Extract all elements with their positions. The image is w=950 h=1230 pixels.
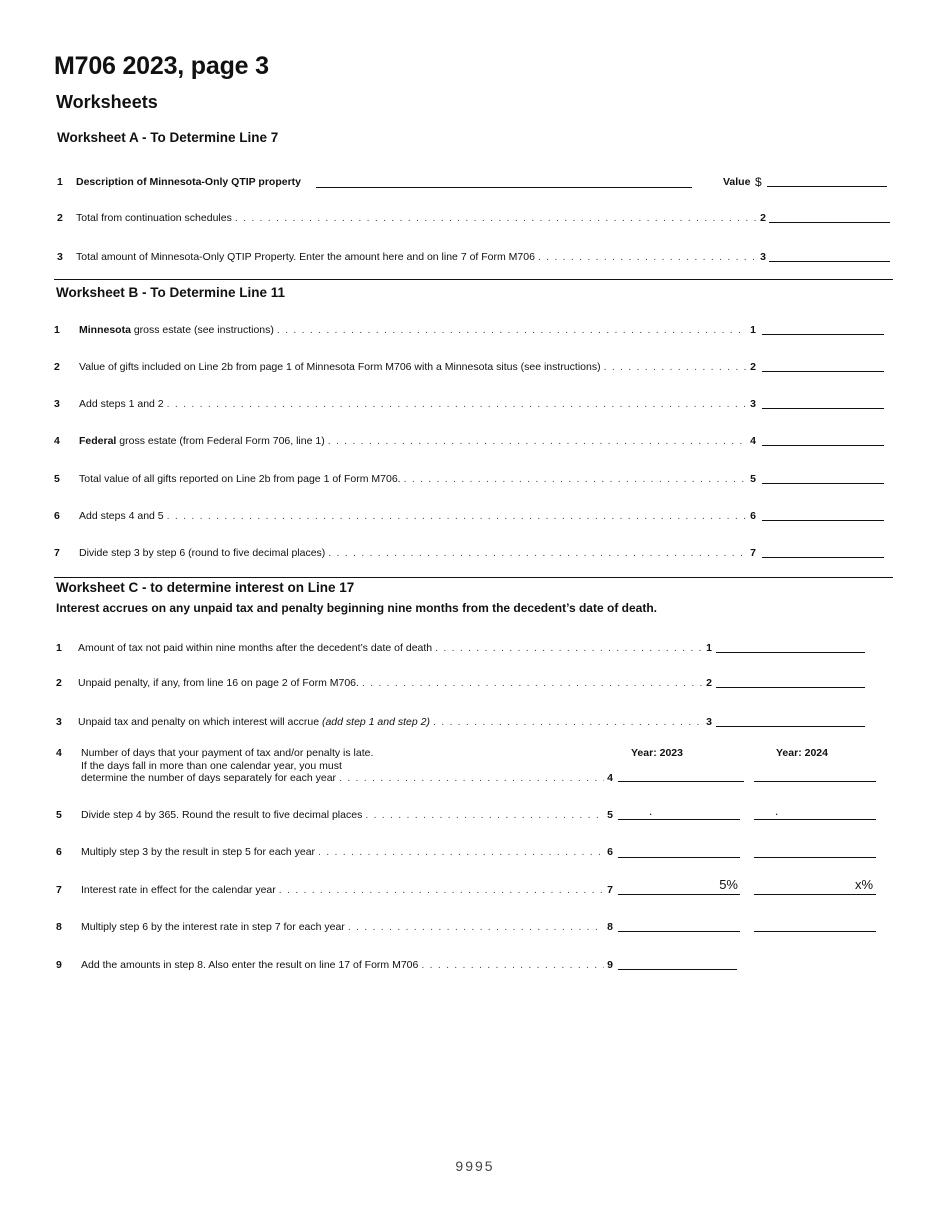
worksheet-a-line-2-label: Total from continuation schedules (76, 212, 232, 224)
worksheet-b-line-3-ref: 3 (750, 398, 756, 410)
worksheet-b-line-5 (79, 473, 756, 485)
worksheet-b-line-7-field[interactable] (762, 557, 884, 558)
worksheet-c-line-6-field-2023[interactable] (618, 857, 740, 858)
currency-symbol: $ (755, 175, 762, 189)
worksheet-b-line-2 (79, 361, 756, 373)
worksheet-c-line-7-number: 7 (56, 884, 62, 896)
worksheet-c-line-4-field-2024[interactable] (754, 781, 876, 782)
worksheet-b-line-4-ref: 4 (750, 435, 756, 447)
worksheet-c-line-7-label: Interest rate in effect for the calendar year (81, 884, 276, 896)
worksheet-a-line-2 (76, 212, 766, 224)
worksheet-c-line-6-ref: 6 (607, 846, 613, 858)
worksheet-c-line-3-label: Unpaid tax and penalty on which interest will accrue (78, 716, 322, 728)
worksheet-c-line-1-label: Amount of tax not paid within nine months after the decedent’s date of death (78, 642, 433, 654)
worksheet-a-line-2-ref: 2 (760, 212, 766, 224)
worksheet-b-line-3-number: 3 (54, 398, 60, 410)
worksheet-a-line-1-number: 1 (57, 176, 63, 188)
worksheet-c-line-5-field-2024[interactable] (754, 819, 876, 820)
worksheet-b-line-1-ref: 1 (750, 324, 756, 336)
worksheet-c-line-1-ref: 1 (706, 642, 712, 654)
section-title: Worksheets (56, 92, 158, 112)
worksheet-c-line-7-field-2024[interactable] (754, 894, 876, 895)
decimal-point-2023: . (649, 804, 653, 818)
worksheet-b-line-7-label: Divide step 3 by step 6 (round to five decimal places) (79, 547, 326, 559)
worksheet-b-line-6-label: Add steps 4 and 5 (79, 510, 164, 522)
worksheet-c-line-2-field[interactable] (716, 687, 865, 688)
column-header-2023: Year: 2023 (631, 747, 683, 759)
leader-dots (279, 884, 604, 896)
leader-dots (328, 547, 747, 559)
worksheet-b-line-5-number: 5 (54, 473, 60, 485)
worksheet-c-line-8-number: 8 (56, 921, 62, 933)
worksheet-c-line-9-field[interactable] (618, 969, 737, 970)
section-divider (54, 577, 893, 578)
worksheet-a-heading: Worksheet A - To Determine Line 7 (57, 130, 279, 145)
worksheet-c-line-3-italic: (add step 1 and step 2) (321, 716, 430, 728)
leader-dots (348, 921, 604, 933)
leader-dots (404, 473, 748, 485)
worksheet-b-line-6-field[interactable] (762, 520, 884, 521)
worksheet-c-line-3 (78, 716, 712, 728)
worksheet-b-line-7-number: 7 (54, 547, 60, 559)
leader-dots (421, 959, 604, 971)
worksheet-a-line-3-field[interactable] (769, 261, 890, 262)
worksheet-c-line-8 (81, 921, 613, 933)
leader-dots (235, 212, 757, 224)
worksheet-b-line-1-label: gross estate (see instructions) (130, 324, 274, 336)
worksheet-c-line-2-label: Unpaid penalty, if any, from line 16 on page 2 of Form M706. (78, 677, 359, 689)
worksheet-c-line-2 (78, 677, 712, 689)
worksheet-a-line-1-label: Description of Minnesota-Only QTIP property (76, 176, 301, 188)
leader-dots (435, 642, 703, 654)
worksheet-c-line-3-number: 3 (56, 716, 62, 728)
leader-dots (433, 716, 703, 728)
worksheet-c-note: Interest accrues on any unpaid tax and penalty beginning nine months from the decedent’s date of death. (56, 601, 657, 615)
worksheet-c-line-3-ref: 3 (706, 716, 712, 728)
worksheet-b-line-7 (79, 547, 756, 559)
worksheet-b-line-2-label: Value of gifts included on Line 2b from page 1 of Minnesota Form M706 with a Minnesota situs (see instructions) (79, 361, 601, 373)
interest-rate-2023: 5% (719, 877, 738, 892)
worksheet-c-line-7-ref: 7 (607, 884, 613, 896)
worksheet-c-line-6-field-2024[interactable] (754, 857, 876, 858)
worksheet-c-line-1-field[interactable] (716, 652, 865, 653)
worksheet-c-line-5-ref: 5 (607, 809, 613, 821)
worksheet-c-line-1 (78, 642, 712, 654)
worksheet-b-line-5-ref: 5 (750, 473, 756, 485)
worksheet-b-line-2-ref: 2 (750, 361, 756, 373)
leader-dots (362, 677, 703, 689)
leader-dots (339, 772, 604, 784)
worksheet-a-line-3-label: Total amount of Minnesota-Only QTIP Property. Enter the amount here and on line 7 of Form M706 (76, 251, 535, 263)
worksheet-c-line-7-field-2023[interactable] (618, 894, 740, 895)
worksheet-b-line-3-label: Add steps 1 and 2 (79, 398, 164, 410)
worksheet-c-line-9-number: 9 (56, 959, 62, 971)
worksheet-b-line-5-field[interactable] (762, 483, 884, 484)
worksheet-c-line-9-ref: 9 (607, 959, 613, 971)
form-code: 9995 (455, 1158, 495, 1174)
qtip-value-field[interactable] (767, 186, 887, 187)
worksheet-b-line-4-label: gross estate (from Federal Form 706, line 1) (116, 435, 325, 447)
worksheet-c-line-4-number: 4 (56, 747, 62, 759)
worksheet-a-line-2-field[interactable] (769, 222, 890, 223)
worksheet-b-line-6 (79, 510, 756, 522)
worksheet-c-line-8-label: Multiply step 6 by the interest rate in step 7 for each year (81, 921, 345, 933)
worksheet-b-line-3-field[interactable] (762, 408, 884, 409)
worksheet-c-line-4-text-1: Number of days that your payment of tax and/or penalty is late. (81, 747, 374, 759)
worksheet-b-line-5-label: Total value of all gifts reported on Line 2b from page 1 of Form M706. (79, 473, 401, 485)
worksheet-b-line-1-field[interactable] (762, 334, 884, 335)
worksheet-b-heading: Worksheet B - To Determine Line 11 (56, 285, 286, 300)
worksheet-c-line-5 (81, 809, 613, 821)
leader-dots (538, 251, 757, 263)
worksheet-c-line-8-field-2023[interactable] (618, 931, 740, 932)
worksheet-b-line-3 (79, 398, 756, 410)
worksheet-b-line-1-bold: Minnesota (79, 324, 131, 336)
worksheet-c-line-5-label: Divide step 4 by 365. Round the result to five decimal places (81, 809, 363, 821)
leader-dots (318, 846, 604, 858)
worksheet-c-line-4-label: determine the number of days separately for each year (81, 772, 337, 784)
value-label: Value (723, 176, 751, 188)
qtip-description-field[interactable] (316, 187, 692, 188)
worksheet-c-line-5-number: 5 (56, 809, 62, 821)
leader-dots (167, 510, 748, 522)
worksheet-c-line-3-field[interactable] (716, 726, 865, 727)
worksheet-c-line-9 (81, 959, 613, 971)
worksheet-c-line-6-label: Multiply step 3 by the result in step 5 for each year (81, 846, 316, 858)
column-header-2024: Year: 2024 (776, 747, 828, 759)
worksheet-b-line-6-number: 6 (54, 510, 60, 522)
leader-dots (604, 361, 748, 373)
worksheet-c-line-5-field-2023[interactable] (618, 819, 740, 820)
worksheet-c-line-4-ref: 4 (607, 772, 613, 784)
page-title: M706 2023, page 3 (54, 52, 269, 80)
worksheet-b-line-4-bold: Federal (79, 435, 117, 447)
leader-dots (365, 809, 604, 821)
worksheet-a-line-3-number: 3 (57, 251, 63, 263)
section-divider (54, 279, 893, 280)
interest-rate-2024: x% (854, 877, 873, 892)
worksheet-a-line-2-number: 2 (57, 212, 63, 224)
worksheet-b-line-4-field[interactable] (762, 445, 884, 446)
worksheet-a-line-3 (76, 251, 766, 263)
worksheet-c-line-2-number: 2 (56, 677, 62, 689)
worksheet-c-line-8-field-2024[interactable] (754, 931, 876, 932)
worksheet-c-line-4-text-2: If the days fall in more than one calendar year, you must (81, 760, 342, 772)
worksheet-b-line-2-field[interactable] (762, 371, 884, 372)
worksheet-c-line-6 (81, 846, 613, 858)
leader-dots (277, 324, 747, 336)
worksheet-b-line-1 (79, 324, 756, 336)
worksheet-c-line-8-ref: 8 (607, 921, 613, 933)
worksheet-c-line-2-ref: 2 (706, 677, 712, 689)
worksheet-b-line-4-number: 4 (54, 435, 60, 447)
leader-dots (167, 398, 748, 410)
worksheet-b-line-4 (79, 435, 756, 447)
worksheet-c-line-4 (81, 772, 613, 784)
worksheet-c-line-6-number: 6 (56, 846, 62, 858)
worksheet-c-line-4-field-2023[interactable] (618, 781, 744, 782)
worksheet-c-heading: Worksheet C - to determine interest on Line 17 (56, 580, 355, 595)
worksheet-c-line-1-number: 1 (56, 642, 62, 654)
worksheet-c-line-9-label: Add the amounts in step 8. Also enter the result on line 17 of Form M706 (81, 959, 419, 971)
decimal-point-2024: . (775, 804, 779, 818)
worksheet-b-line-1-number: 1 (54, 324, 60, 336)
worksheet-b-line-7-ref: 7 (750, 547, 756, 559)
leader-dots (328, 435, 747, 447)
worksheet-b-line-6-ref: 6 (750, 510, 756, 522)
worksheet-b-line-2-number: 2 (54, 361, 60, 373)
worksheet-a-line-3-ref: 3 (760, 251, 766, 263)
worksheet-c-line-7 (81, 884, 613, 896)
